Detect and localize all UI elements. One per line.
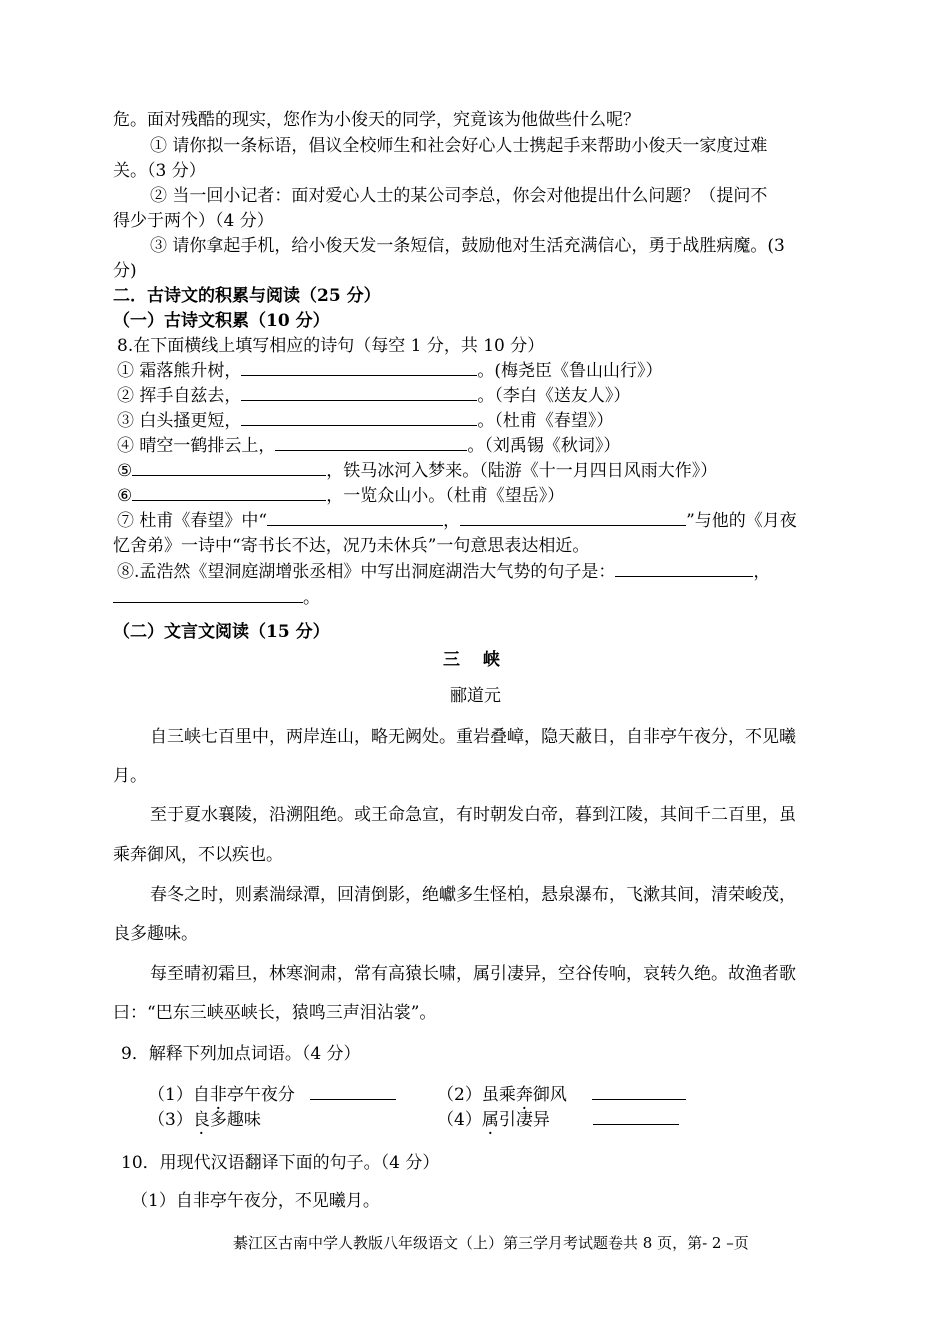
question-10-title: 10．用现代汉语翻译下面的句子。（4 分）	[121, 1153, 440, 1173]
passage-para-2-cont: 乘奔御风，不以疾也。	[113, 845, 283, 865]
subsection-heading: （二）文言文阅读（15 分）	[113, 622, 330, 642]
task-item-1: ① 请你拟一条标语，倡议全校师生和社会好心人士携起手来帮助小俊天一家度过难	[150, 136, 768, 156]
q9-item-3	[148, 1108, 261, 1132]
poem-item-8	[117, 560, 770, 584]
answer-blank[interactable]	[241, 359, 477, 376]
poem-source: 。（刘禹锡《秋词》）	[467, 436, 621, 456]
dotted-word: 奔	[515, 1085, 533, 1105]
answer-blank[interactable]	[113, 586, 303, 603]
answer-blank[interactable]	[132, 484, 326, 501]
passage-para-1-cont: 月。	[113, 766, 147, 786]
subsection-heading: （一）古诗文积累（10 分）	[113, 311, 330, 331]
question-8-title: 8.在下面横线上填写相应的诗句（每空 1 分，共 10 分）	[117, 336, 545, 356]
comma: ，	[753, 562, 771, 582]
poem-prompt: ② 挥手自兹去，	[117, 386, 242, 406]
q9-text: 引凄异	[498, 1110, 550, 1130]
poem-item-5	[117, 459, 717, 483]
poem-item-7	[117, 509, 797, 533]
text-line: 得少于两个）（4 分）	[113, 211, 274, 231]
passage-para-3-cont: 良多趣味。	[113, 924, 198, 944]
dotted-word: 良	[192, 1110, 210, 1130]
q10-sentence-1: （1）自非亭午夜分，不见曦月。	[131, 1191, 380, 1211]
q9-text: 多趣味	[209, 1110, 261, 1130]
poem-prompt: ⑤	[117, 461, 133, 481]
poem-item-2	[117, 384, 630, 408]
task-item-2: ② 当一回小记者：面对爱心人士的某公司李总，你会对他提出什么问题？（提问不	[150, 186, 768, 206]
passage-para-1: 自三峡七百里中，两岸连山，略无阙处。重岩叠嶂，隐天蔽日，自非亭午夜分，不见曦	[150, 727, 796, 747]
question-9-title: 9．解释下列加点词语。（4 分）	[121, 1044, 361, 1064]
poem-source: 。(梅尧臣《鲁山山行》）	[477, 361, 663, 381]
passage-para-2: 至于夏水襄陵，沿溯阻绝。或王命急宣，有时朝发白帝，暮到江陵，其间千二百里，虽	[150, 805, 796, 825]
answer-blank[interactable]	[593, 1108, 679, 1125]
q9-item-2	[437, 1083, 686, 1107]
period: 。	[303, 588, 320, 608]
dotted-word: 非	[209, 1085, 227, 1105]
poem-prompt: ① 霜落熊升树，	[117, 361, 242, 381]
answer-blank[interactable]	[592, 1083, 686, 1100]
answer-blank[interactable]	[241, 384, 477, 401]
q9-text: （2）虽乘	[437, 1085, 516, 1105]
poem-prompt: ”与他的《月夜	[686, 511, 797, 531]
poem-item-6	[117, 484, 564, 508]
answer-blank[interactable]	[267, 509, 443, 526]
poem-source: ，一览众山小。（杜甫《望岳》）	[326, 486, 565, 506]
poem-source: 。（李白《送友人》）	[477, 386, 631, 406]
poem-prompt: ④ 晴空一鹤排云上，	[117, 436, 276, 456]
dotted-word: 属	[481, 1110, 499, 1130]
answer-blank[interactable]	[615, 560, 753, 577]
passage-para-4-cont: 曰：“巴东三峡巫峡长，猿鸣三声泪沾裳”。	[113, 1003, 437, 1023]
poem-item-8-cont	[113, 586, 320, 610]
page-footer: 綦江区古南中学人教版八年级语文（上）第三学月考试题卷共 8 页，第- 2 –页	[233, 1234, 749, 1252]
text-line: 危。面对残酷的现实，您作为小俊天的同学，究竟该为他做些什么呢？	[113, 110, 640, 130]
q9-text: （1）自	[148, 1085, 210, 1105]
poem-source: 。（杜甫《春望》）	[477, 411, 614, 431]
poem-item-1	[117, 359, 663, 383]
poem-item-4	[117, 434, 620, 458]
q9-text: 御风	[532, 1085, 567, 1105]
poem-source: ，铁马冰河入梦来。（陆游《十一月四日风雨大作》）	[326, 461, 718, 481]
q9-text: 亭午夜分	[226, 1085, 295, 1105]
passage-author: 郦道元	[450, 686, 501, 706]
text-line: 关。（3 分）	[113, 161, 206, 181]
answer-blank[interactable]	[275, 434, 467, 451]
text-line: 分)	[113, 261, 137, 281]
answer-blank[interactable]	[132, 459, 326, 476]
section-heading: 二．古诗文的积累与阅读（25 分）	[113, 286, 381, 306]
q9-text: （3）	[148, 1110, 193, 1130]
passage-title: 三 峡	[443, 650, 500, 670]
q9-item-1	[148, 1083, 396, 1107]
answer-blank[interactable]	[241, 409, 477, 426]
task-item-3: ③ 请你拿起手机，给小俊天发一条短信，鼓励他对生活充满信心，勇于战胜病魔。(3	[150, 236, 785, 256]
passage-para-4: 每至晴初霜旦，林寒涧肃，常有高猿长啸，属引凄异，空谷传响，哀转久绝。故渔者歌	[150, 964, 796, 984]
answer-blank[interactable]	[460, 509, 686, 526]
text-line: 忆舍弟》一诗中“寄书长不达，况乃未休兵”一句意思表达相近。	[113, 536, 590, 556]
comma: ，	[443, 511, 461, 531]
answer-blank[interactable]	[310, 1083, 396, 1100]
q9-text: （4）	[437, 1110, 482, 1130]
poem-prompt: ⑥	[117, 486, 133, 506]
poem-prompt: ⑧.孟浩然《望洞庭湖增张丞相》中写出洞庭湖浩大气势的句子是：	[117, 562, 616, 582]
poem-prompt: ③ 白头搔更短，	[117, 411, 242, 431]
q9-item-4	[437, 1108, 679, 1132]
poem-prompt: ⑦ 杜甫《春望》中“	[117, 511, 268, 531]
poem-item-3	[117, 409, 613, 433]
passage-para-3: 春冬之时，则素湍绿潭，回清倒影，绝巘多生怪柏，悬泉瀑布，飞漱其间，清荣峻茂，	[150, 885, 796, 905]
